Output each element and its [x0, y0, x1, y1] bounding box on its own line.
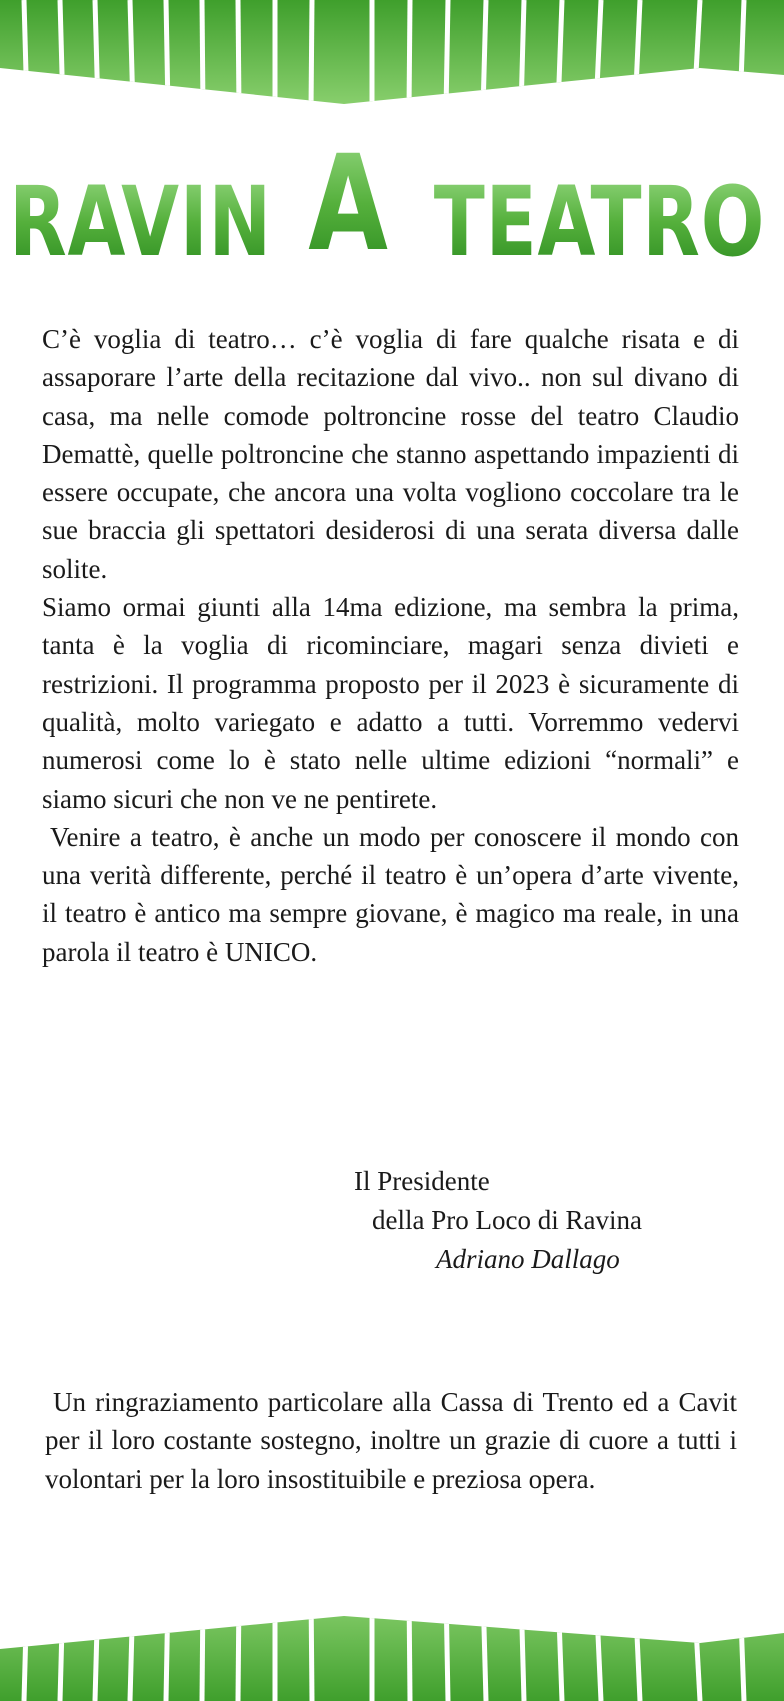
logo-text-a: A: [308, 127, 388, 281]
intro-paragraph: C’è voglia di teatro… c’è voglia di fare qualche risata e di assaporare l’arte della recitazione dal vivo.. non sul divano di casa, ma nelle comode poltroncine rosse del teatro Claudio Demattè, quelle poltroncine che stanno aspettando impazienti di essere occupate, che ancora una volta vogliono coccolare tra le sue braccia gli spettatori desiderosi di una serata diversa dalle solite.: [42, 324, 739, 584]
intro-text: [42, 320, 739, 971]
signature-organization: della Pro Loco di Ravina: [372, 1205, 642, 1235]
bottom-decorative-band: [0, 1591, 784, 1701]
logo-text-ravin: RAVIN: [8, 166, 272, 278]
intro-paragraph: Siamo ormai giunti alla 14ma edizione, ma sembra la prima, tanta è la voglia di ricominciare, magari senza divieti e restrizioni. Il programma proposto per il 2023 è sicuramente di qualità, molto variegato e adatto a tutti. Vorremmo vedervi numerosi come lo è stato nelle ultime edizioni “normali” e siamo sicuri che non ve ne pentirete.: [42, 592, 739, 814]
ravinateatro-logo: [0, 127, 784, 281]
top-decorative-band: [0, 0, 784, 110]
thanks-paragraph: Un ringraziamento particolare alla Cassa di Trento ed a Cavit per il loro costante sostegno, inoltre un grazie di cuore a tutti i volontari per la loro insostituibile e preziosa opera.: [45, 1387, 737, 1494]
intro-paragraph: Venire a teatro, è anche un modo per conoscere il mondo con una verità differente, perché il teatro è un’opera d’arte vivente, il teatro è antico ma sempre giovane, è magico ma reale, in una parola il teatro è UNICO.: [42, 821, 739, 967]
signature-title: Il Presidente: [354, 1166, 490, 1196]
signature-name: Adriano Dallago: [436, 1244, 620, 1274]
logo-text-teatro: TEATRO: [433, 166, 766, 278]
